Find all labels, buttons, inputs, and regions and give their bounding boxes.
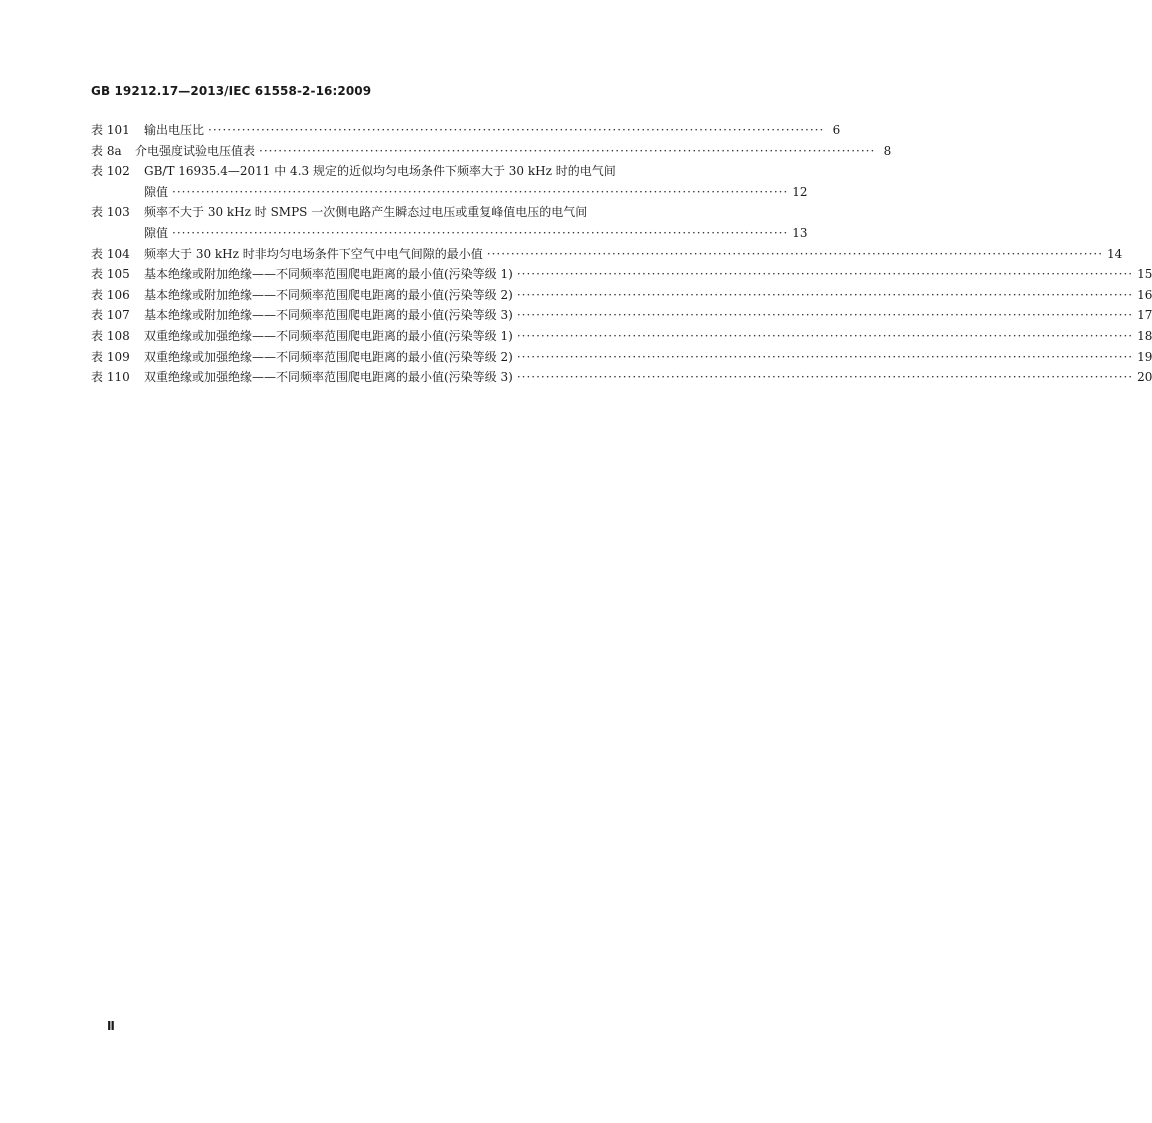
toc-entry-table-109[interactable] — [91, 347, 1152, 368]
toc-entry-table-105[interactable] — [91, 264, 1152, 285]
toc-entry-page: 20 — [1137, 370, 1152, 385]
toc-leader-dots — [517, 326, 1133, 347]
toc-entry-page: 6 — [832, 123, 841, 137]
toc-entry-title: 双重绝缘或加强绝缘——不同频率范围爬电距离的最小值(污染等级 2) — [144, 349, 513, 364]
table-of-tables — [91, 120, 1152, 388]
toc-leader-dots — [172, 223, 788, 244]
toc-entry-page: 18 — [1137, 328, 1152, 343]
toc-entry-table-101[interactable] — [91, 120, 841, 141]
toc-entry-table-102[interactable] — [91, 161, 808, 202]
toc-entry-page: 14 — [1107, 246, 1123, 261]
toc-entry-title: 基本绝缘或附加绝缘——不同频率范围爬电距离的最小值(污染等级 2) — [144, 287, 513, 302]
toc-entry-label: 表 107 — [91, 308, 130, 323]
toc-entry-title: 介电强度试验电压值表 — [135, 143, 256, 158]
toc-entry-page: 8 — [883, 143, 892, 158]
toc-entry-table-108[interactable] — [91, 326, 1152, 347]
toc-entry-title-continued: 隙值 — [144, 184, 169, 199]
toc-entry-title: 双重绝缘或加强绝缘——不同频率范围爬电距离的最小值(污染等级 1) — [144, 328, 513, 343]
page-number: Ⅱ — [107, 1019, 115, 1033]
toc-entry-label: 表 108 — [91, 328, 130, 343]
toc-entry-title: 输出电压比 — [144, 123, 205, 137]
toc-entry-title: 基本绝缘或附加绝缘——不同频率范围爬电距离的最小值(污染等级 3) — [144, 308, 513, 323]
toc-entry-page: 17 — [1137, 308, 1152, 323]
toc-entry-label: 表 110 — [91, 370, 130, 385]
toc-leader-dots — [517, 347, 1133, 368]
toc-entry-label: 表 8a — [91, 143, 122, 158]
document-header: GB 19212.17—2013/IEC 61558-2-16:2009 — [91, 84, 372, 98]
toc-entry-table-107[interactable] — [91, 305, 1152, 326]
toc-entry-table-110[interactable] — [91, 367, 1152, 388]
toc-entry-title: 基本绝缘或附加绝缘——不同频率范围爬电距离的最小值(污染等级 1) — [144, 267, 513, 282]
toc-leader-dots — [517, 264, 1133, 285]
toc-entry-label: 表 105 — [91, 267, 130, 282]
toc-entry-label: 表 101 — [91, 123, 130, 137]
toc-entry-page: 13 — [792, 225, 808, 240]
toc-entry-title-continued: 隙值 — [144, 225, 169, 240]
toc-entry-table-103[interactable] — [91, 202, 808, 243]
toc-leader-dots — [517, 305, 1133, 326]
toc-entry-page: 15 — [1137, 267, 1152, 282]
toc-leader-dots — [487, 244, 1103, 265]
toc-entry-label: 表 103 — [91, 205, 130, 220]
toc-entry-page: 19 — [1137, 349, 1152, 364]
toc-entry-table-8a[interactable] — [91, 141, 892, 162]
toc-leader-dots — [517, 367, 1133, 388]
toc-entry-title: 频率不大于 30 kHz 时 SMPS 一次侧电路产生瞬态过电压或重复峰值电压的电气间 — [144, 205, 588, 220]
toc-leader-dots — [517, 285, 1133, 306]
toc-entry-label: 表 102 — [91, 164, 130, 179]
toc-entry-label: 表 104 — [91, 246, 130, 261]
toc-leader-dots — [208, 120, 824, 141]
toc-entry-title: 双重绝缘或加强绝缘——不同频率范围爬电距离的最小值(污染等级 3) — [144, 370, 513, 385]
toc-entry-table-106[interactable] — [91, 285, 1152, 306]
toc-entry-label: 表 106 — [91, 287, 130, 302]
toc-entry-title: GB/T 16935.4—2011 中 4.3 规定的近似均匀电场条件下频率大于 30 kHz 时的电气间 — [144, 164, 616, 179]
toc-entry-title: 频率大于 30 kHz 时非均匀电场条件下空气中电气间隙的最小值 — [144, 246, 483, 261]
toc-entry-page: 16 — [1137, 287, 1152, 302]
toc-entry-page: 12 — [792, 184, 808, 199]
toc-entry-table-104[interactable] — [91, 244, 1123, 265]
toc-leader-dots — [172, 182, 788, 203]
toc-entry-label: 表 109 — [91, 349, 130, 364]
toc-leader-dots — [259, 141, 875, 162]
